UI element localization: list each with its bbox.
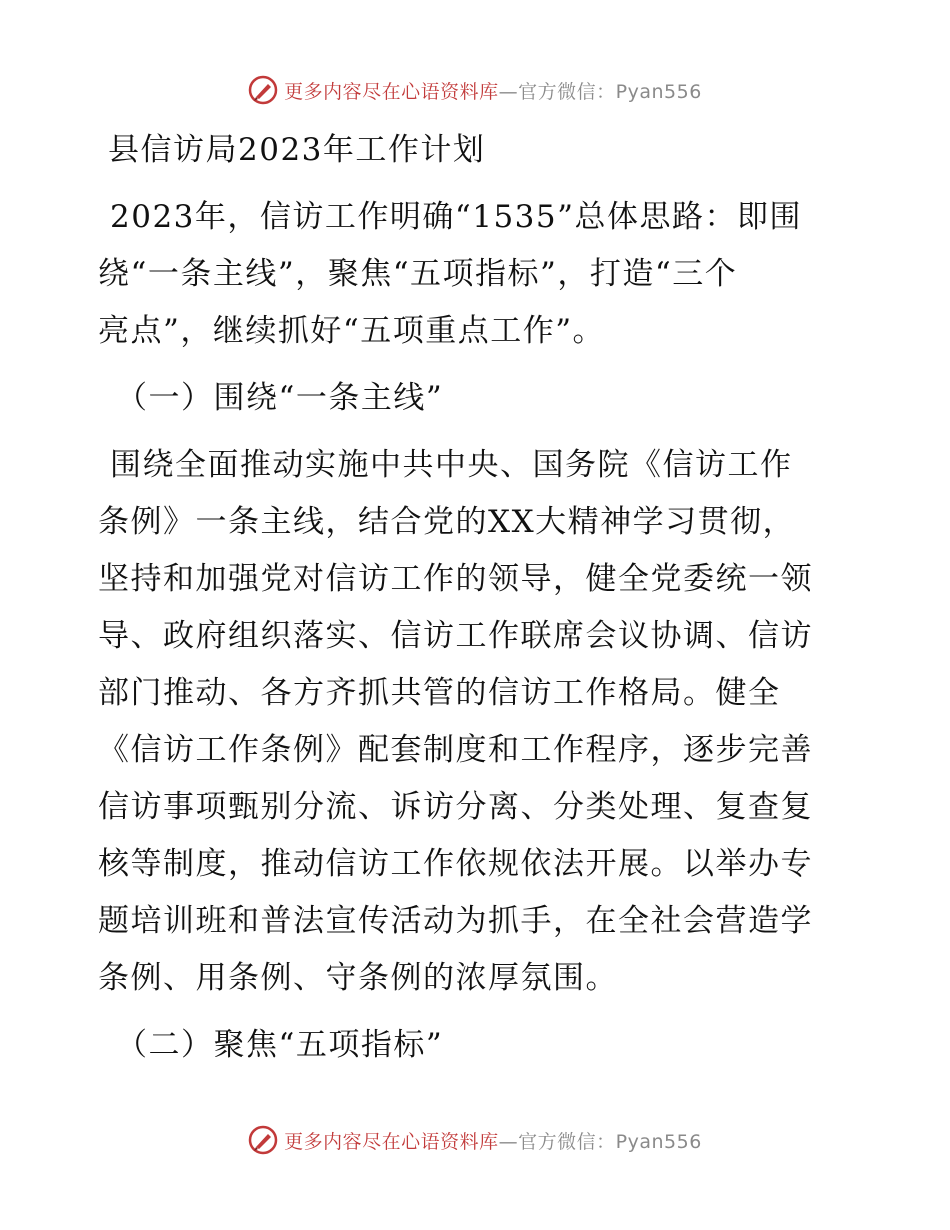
section1-line: 核等制度，推动信访工作依规依法开展。以举办专 [98, 846, 813, 882]
section1-line: 题培训班和普法宣传活动为抓手，在全社会营造学 [98, 903, 813, 939]
pen-logo-icon [248, 75, 278, 105]
section1-line: 信访事项甄别分流、诉访分离、分类处理、复查复 [98, 789, 813, 825]
intro-paragraph [98, 189, 858, 360]
document-title: 县信访局2023年工作计划 [108, 132, 486, 168]
section1-heading: （一）围绕“一条主线” [116, 380, 444, 416]
section1-line: 坚持和加强党对信访工作的领导，健全党委统一领 [98, 561, 813, 597]
section1-line: 部门推动、各方齐抓共管的信访工作格局。健全 [98, 675, 781, 711]
watermark-separator: — [498, 1130, 519, 1153]
watermark-footer [0, 1120, 950, 1160]
section1-line: 条例、用条例、守条例的浓厚氛围。 [98, 960, 618, 996]
watermark-main-text: 更多内容尽在心语资料库 [284, 1130, 499, 1153]
watermark-main-text: 更多内容尽在心语资料库 [284, 80, 499, 103]
watermark-contact-text: 官方微信：Pyan556 [518, 1130, 702, 1153]
section1-line: 条例》一条主线，结合党的XX大精神学习贯彻， [98, 504, 796, 540]
intro-line: 亮点”，继续抓好“五项重点工作”。 [98, 313, 606, 349]
section1-line: 围绕全面推动实施中共中央、国务院《信访工作 [110, 447, 793, 483]
watermark-contact-text: 官方微信：Pyan556 [518, 80, 702, 103]
intro-line: 2023年，信访工作明确“1535”总体思路：即围 [110, 199, 802, 235]
intro-line: 绕“一条主线”，聚焦“五项指标”，打造“三个 [98, 256, 738, 292]
watermark-separator: — [498, 80, 519, 103]
section1-line: 导、政府组织落实、信访工作联席会议协调、信访 [98, 618, 813, 654]
section1-paragraph [98, 437, 858, 1007]
section1-line: 《信访工作条例》配套制度和工作程序，逐步完善 [98, 732, 813, 768]
document-body [98, 122, 858, 1074]
section2-heading: （二）聚焦“五项指标” [116, 1027, 444, 1063]
pen-logo-icon [248, 1125, 278, 1155]
watermark-header [0, 70, 950, 110]
